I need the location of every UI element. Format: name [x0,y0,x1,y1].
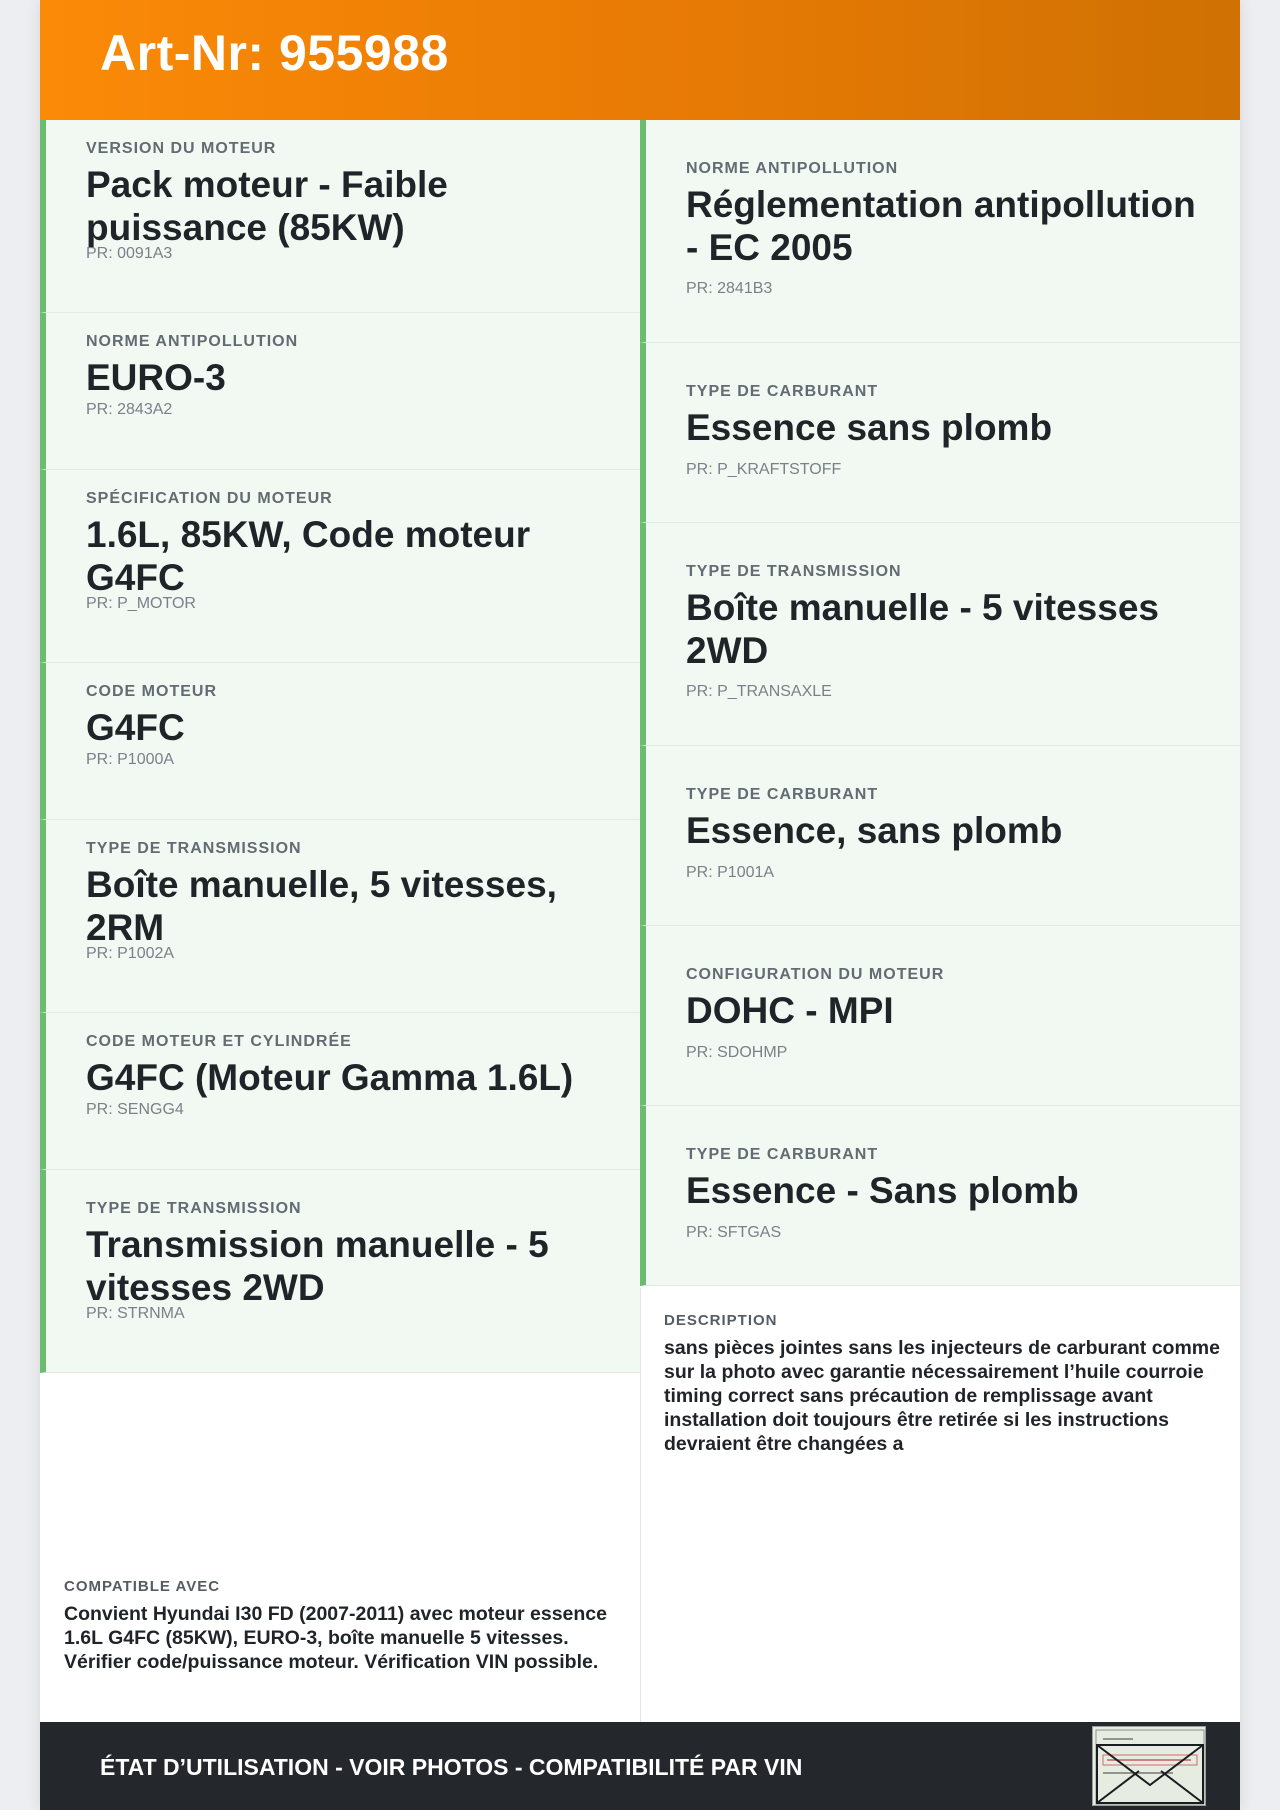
spec-card [40,470,640,663]
compatible-label: COMPATIBLE AVEC [64,1578,221,1595]
spec-pr-code: PR: SFTGAS [686,1224,782,1241]
spec-card [640,120,1240,343]
spec-label: VERSION DU MOTEUR [86,140,277,157]
spec-pr-code: PR: SENGG4 [86,1101,184,1118]
spec-card [40,1013,640,1170]
spec-pr-code: PR: P1002A [86,945,175,962]
footer-condition-text: ÉTAT D’UTILISATION - VOIR PHOTOS - COMPATIBILITÉ PAR VIN [100,1754,803,1780]
spec-pr-code: PR: P1000A [86,751,175,768]
spec-pr-code: PR: P_MOTOR [86,595,196,612]
spec-label: TYPE DE TRANSMISSION [86,840,302,857]
spec-label: TYPE DE CARBURANT [686,786,879,803]
spec-value: EURO-3 [86,357,226,398]
spec-value: 1.6L, 85KW, Code moteur G4FC [86,514,531,598]
spec-pr-code: PR: P1001A [686,864,775,881]
spec-pr-code: PR: STRNMA [86,1305,185,1322]
spec-value: G4FC [86,707,185,748]
spec-value: DOHC - MPI [686,990,894,1031]
spec-value: Boîte manuelle, 5 vitesses, 2RM [86,864,557,948]
spec-card [640,926,1240,1106]
spec-pr-code: PR: SDOHMP [686,1044,788,1061]
spec-pr-code: PR: 2843A2 [86,401,173,418]
spec-pr-code: PR: P_TRANSAXLE [686,683,832,700]
header-bar [40,0,1240,120]
compatible-text: Convient Hyundai I30 FD (2007-2011) avec moteur essence 1.6L G4FC (85KW), EURO-3, boîte manuelle 5 vitesses. Vérifier code/puissance moteur. Vérification VIN possible. [64,1603,607,1673]
spec-card [640,746,1240,926]
spec-label: TYPE DE CARBURANT [686,383,879,400]
spec-pr-code: PR: P_KRAFTSTOFF [686,461,842,478]
spec-label: SPÉCIFICATION DU MOTEUR [86,490,333,507]
spec-label: CODE MOTEUR ET CYLINDRÉE [86,1033,352,1050]
product-sheet [40,0,1240,1810]
document-stamp-thumbnail-icon[interactable] [1092,1726,1206,1806]
description-label: DESCRIPTION [664,1312,778,1329]
spec-value: Réglementation antipollution - EC 2005 [686,184,1196,268]
spec-label: CONFIGURATION DU MOTEUR [686,966,945,983]
spec-pr-code: PR: 2841B3 [686,280,773,297]
spec-label: TYPE DE CARBURANT [686,1146,879,1163]
article-number-title: Art-Nr: 955988 [100,25,449,81]
spec-value: Pack moteur - Faible puissance (85KW) [86,164,448,248]
spec-label: CODE MOTEUR [86,683,217,700]
spec-label: NORME ANTIPOLLUTION [686,160,899,177]
spec-label: NORME ANTIPOLLUTION [86,333,299,350]
spec-card [40,820,640,1013]
spec-value: Essence - Sans plomb [686,1170,1079,1211]
spec-value: Essence, sans plomb [686,810,1063,851]
spec-card [640,523,1240,746]
spec-value: Boîte manuelle - 5 vitesses 2WD [686,587,1159,671]
description-text: sans pièces jointes sans les injecteurs de carburant comme sur la photo avec garantie nécessairement l’huile courroie timing correct sans précaution de remplissage avant installation doit toujours être retirée si les instructions devraient être changées a [664,1337,1220,1455]
spec-label: TYPE DE TRANSMISSION [686,563,902,580]
spec-value: Transmission manuelle - 5 vitesses 2WD [86,1224,549,1308]
spec-card [40,120,640,313]
column-divider [640,1288,641,1722]
spec-card [40,1170,640,1373]
spec-card [40,663,640,820]
spec-card [640,343,1240,523]
spec-value: Essence sans plomb [686,407,1053,448]
spec-label: TYPE DE TRANSMISSION [86,1200,302,1217]
spec-card [40,313,640,470]
footer-bar [40,1722,1240,1810]
spec-pr-code: PR: 0091A3 [86,245,173,262]
spec-value: G4FC (Moteur Gamma 1.6L) [86,1057,574,1098]
spec-card [640,1106,1240,1286]
